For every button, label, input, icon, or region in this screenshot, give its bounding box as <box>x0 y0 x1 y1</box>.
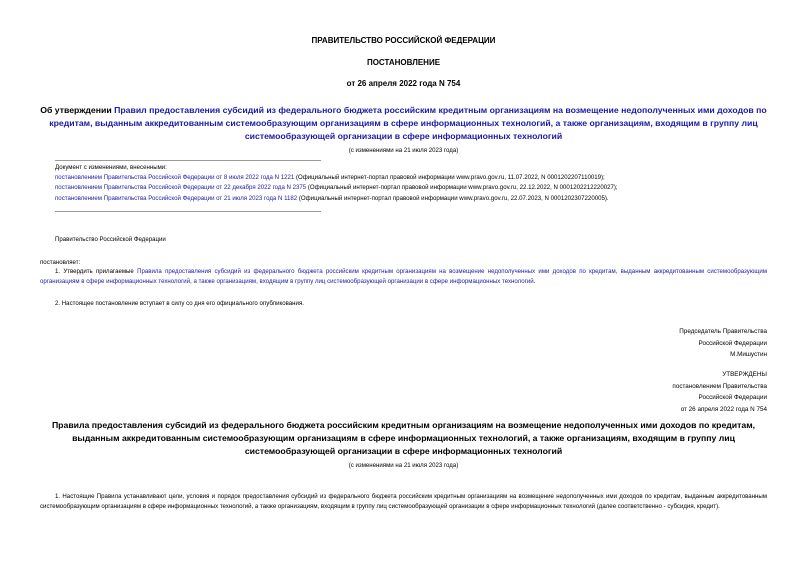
government-heading: ПРАВИТЕЛЬСТВО РОССИЙСКОЙ ФЕДЕРАЦИИ <box>311 36 496 45</box>
changes-bottom-divider <box>55 211 321 212</box>
approval-by: постановлением Правительства <box>672 382 767 390</box>
changes-intro: Документ с изменениями, внесенными: <box>55 164 167 171</box>
resolution-item-1 <box>40 267 767 287</box>
change-item <box>55 183 775 193</box>
item1-suffix: . <box>533 278 536 286</box>
changes-block <box>55 163 775 204</box>
signature-title: Председатель Правительства <box>679 328 767 335</box>
document-date-number: от 26 апреля 2022 года N 754 <box>346 79 461 88</box>
resolves-line: постановляет: <box>40 259 81 266</box>
approval-date: от 26 апреля 2022 года N 754 <box>680 405 767 413</box>
rules-title: Правила предоставления субсидий из федерального бюджета российским кредитным организациям на возмещение недополученных ими доходов по кредитам, выданным аккредитованным системообразующим организациям в сфере информационных технологий, а также организациям, входящим в группу лиц системообразующей организации в сфере информационных технологий <box>51 420 756 456</box>
approval-country: Российской Федерации <box>698 394 767 401</box>
change-source: (Официальный интернет-портал правовой информации www.pravo.gov.ru, 22.12.2022, N 0001202212220027); <box>306 184 618 192</box>
change-source: (Официальный интернет-портал правовой информации www.pravo.gov.ru, 11.07.2022, N 0001202207110019); <box>294 174 605 182</box>
changes-top-divider <box>55 160 321 161</box>
document-title <box>40 104 767 143</box>
title-prefix: Об утверждении <box>40 105 115 115</box>
document-type-heading: ПОСТАНОВЛЕНИЕ <box>366 58 441 67</box>
signature-name: М.Мишустин <box>730 351 767 358</box>
rules-paragraph-1: 1. Настоящие Правила устанавливают цели, условия и порядок предоставления субсидий из федерального бюджета российским кредитным организациям на возмещение недополученных ими доходов по кредитам, выданным аккредитованным системообразующим организациям в сфере информационных технологий, а также организациям, входящим в группу лиц системообразующей организации в сфере информационных технологий (далее соответственно - субсидия, кредит). <box>40 493 767 511</box>
approval-heading: УТВЕРЖДЕНЫ <box>722 371 767 378</box>
change-link[interactable]: постановлением Правительства Российской Федерации от 8 июля 2022 года N 1221 <box>55 174 295 182</box>
item1-prefix: 1. Утвердить прилагаемые <box>55 268 138 275</box>
change-source: (Официальный интернет-портал правовой информации www.pravo.gov.ru, 22.07.2023, N 0001202307220005). <box>297 194 609 202</box>
signature-country: Российской Федерации <box>698 339 767 347</box>
signature-block <box>567 326 767 361</box>
item1-rules-link[interactable]: Правила предоставления субсидий из федерального бюджета российским кредитным организациям на возмещение недополученных ими доходов по кредитам, выданным аккредитованным системообразующим организациям в сфере информационных технологий, а также организациям, входящим в группу лиц системообразующей организации в сфере информационных технологий <box>40 268 767 286</box>
change-item <box>55 173 775 183</box>
change-link[interactable]: постановлением Правительства Российской Федерации от 22 декабря 2022 года N 2375 <box>55 184 307 192</box>
resolution-item-2: 2. Настоящее постановление вступает в силу со дня его официального опубликования. <box>55 300 304 307</box>
approval-block <box>567 369 767 415</box>
revision-note: (с изменениями на 21 июля 2023 года) <box>348 147 459 154</box>
government-line: Правительство Российской Федерации <box>55 236 166 243</box>
rules-revision-note: (с изменениями на 21 июля 2023 года) <box>348 462 459 469</box>
change-link[interactable]: постановлением Правительства Российской Федерации от 21 июля 2023 года N 1182 <box>55 194 298 202</box>
title-rules-link[interactable]: Правил предоставления субсидий из федерального бюджета российским кредитным организациям на возмещение недополученных ими доходов по кредитам, выданным аккредитованным системообразующим организациям в сфере информационных технологий, а также организациям, входящим в группу лиц системообразующей организации в сфере информационных технологий <box>49 105 767 141</box>
change-item <box>55 194 775 204</box>
